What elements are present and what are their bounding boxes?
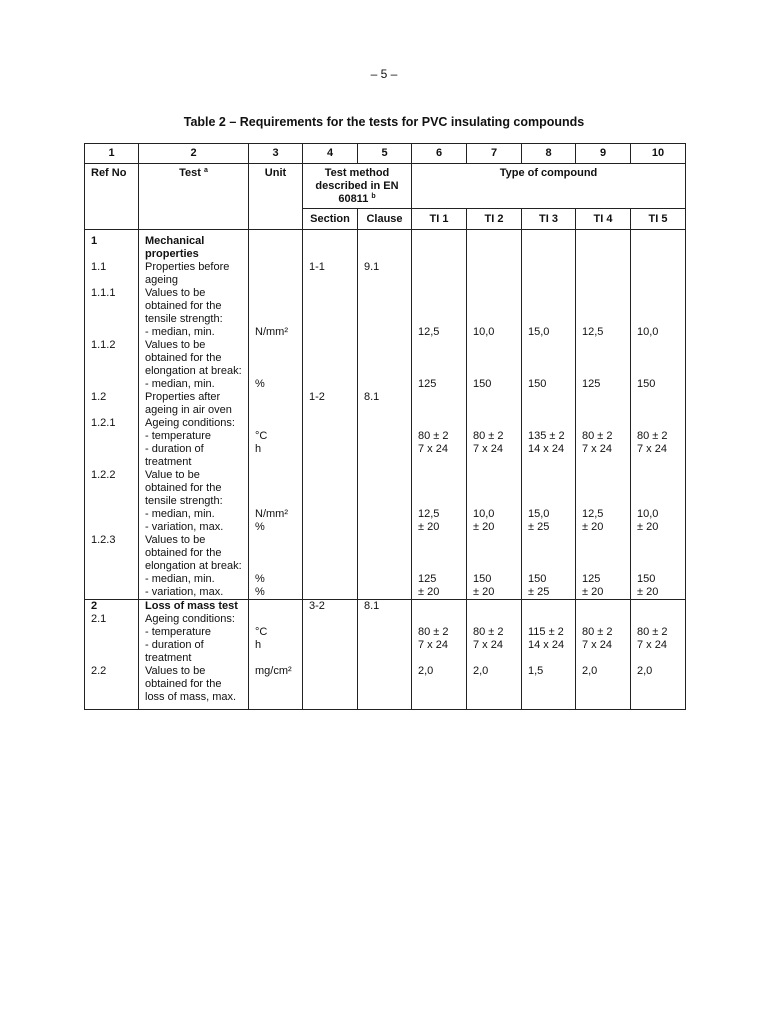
unit-cell: N/mm² bbox=[249, 326, 303, 339]
compound-value-cell: 14 x 24 bbox=[522, 639, 576, 665]
ref-cell bbox=[85, 586, 139, 600]
section-cell bbox=[303, 287, 358, 326]
table-title: Table 2 – Requirements for the tests for PVC insulating compounds bbox=[183, 115, 585, 129]
compound-value-cell: 150 bbox=[522, 378, 576, 391]
compound-value-cell: 10,0 bbox=[631, 326, 686, 339]
compound-value-cell bbox=[467, 469, 522, 508]
table-row bbox=[85, 665, 686, 710]
compound-value-cell bbox=[467, 339, 522, 378]
clause-cell bbox=[358, 508, 412, 521]
header-compound: TI 5 bbox=[631, 209, 686, 230]
column-number: 6 bbox=[412, 144, 467, 164]
test-cell: Ageing conditions: bbox=[139, 613, 249, 626]
compound-value-cell: 14 x 24 bbox=[522, 443, 576, 469]
compound-value-cell bbox=[522, 469, 576, 508]
test-cell: Values to be obtained for the tensile strength: bbox=[139, 287, 249, 326]
table-row bbox=[85, 391, 686, 417]
table-row bbox=[85, 261, 686, 287]
column-number: 5 bbox=[358, 144, 412, 164]
column-number: 10 bbox=[631, 144, 686, 164]
ref-cell bbox=[85, 639, 139, 665]
compound-value-cell: 125 bbox=[576, 573, 631, 586]
compound-value-cell: 80 ± 2 bbox=[467, 430, 522, 443]
compound-value-cell: 12,5 bbox=[576, 508, 631, 521]
compound-value-cell: 15,0 bbox=[522, 326, 576, 339]
clause-cell bbox=[358, 430, 412, 443]
compound-value-cell bbox=[467, 534, 522, 573]
column-number: 1 bbox=[85, 144, 139, 164]
section-cell bbox=[303, 326, 358, 339]
clause-cell bbox=[358, 639, 412, 665]
ref-cell: 1.1.1 bbox=[85, 287, 139, 326]
compound-value-cell: 12,5 bbox=[412, 508, 467, 521]
table-row bbox=[85, 521, 686, 534]
compound-value-cell: 7 x 24 bbox=[576, 443, 631, 469]
compound-value-cell bbox=[631, 417, 686, 430]
test-cell: Values to be obtained for the elongation at break: bbox=[139, 534, 249, 573]
table-row bbox=[85, 339, 686, 378]
table-row bbox=[85, 639, 686, 665]
column-number: 2 bbox=[139, 144, 249, 164]
compound-value-cell: 12,5 bbox=[576, 326, 631, 339]
unit-cell bbox=[249, 417, 303, 430]
table-row bbox=[85, 586, 686, 600]
unit-cell: h bbox=[249, 639, 303, 665]
test-cell: - median, min. bbox=[139, 573, 249, 586]
column-number: 8 bbox=[522, 144, 576, 164]
compound-value-cell bbox=[576, 613, 631, 626]
test-cell: - variation, max. bbox=[139, 586, 249, 600]
compound-value-cell bbox=[522, 600, 576, 614]
table-row bbox=[85, 230, 686, 262]
test-cell: Loss of mass test bbox=[139, 600, 249, 614]
column-number: 7 bbox=[467, 144, 522, 164]
compound-value-cell bbox=[412, 600, 467, 614]
compound-value-cell bbox=[522, 534, 576, 573]
compound-value-cell bbox=[467, 613, 522, 626]
compound-value-cell: 7 x 24 bbox=[631, 639, 686, 665]
section-cell bbox=[303, 378, 358, 391]
table-row bbox=[85, 534, 686, 573]
compound-value-cell: 12,5 bbox=[412, 326, 467, 339]
section-cell bbox=[303, 613, 358, 626]
unit-cell bbox=[249, 469, 303, 508]
column-number: 9 bbox=[576, 144, 631, 164]
section-cell: 3-2 bbox=[303, 600, 358, 614]
clause-cell bbox=[358, 586, 412, 600]
compound-value-cell: 1,5 bbox=[522, 665, 576, 710]
compound-value-cell: 7 x 24 bbox=[631, 443, 686, 469]
clause-cell bbox=[358, 665, 412, 710]
compound-value-cell bbox=[522, 391, 576, 417]
unit-cell: % bbox=[249, 521, 303, 534]
compound-value-cell: 125 bbox=[412, 378, 467, 391]
table-row bbox=[85, 600, 686, 614]
compound-value-cell: 2,0 bbox=[576, 665, 631, 710]
ref-cell: 2.2 bbox=[85, 665, 139, 710]
compound-value-cell bbox=[412, 534, 467, 573]
test-cell: Properties after ageing in air oven bbox=[139, 391, 249, 417]
compound-value-cell bbox=[522, 339, 576, 378]
header-compound: TI 1 bbox=[412, 209, 467, 230]
header-ref-no: Ref No bbox=[85, 164, 139, 230]
section-cell bbox=[303, 573, 358, 586]
unit-cell bbox=[249, 287, 303, 326]
table-row bbox=[85, 508, 686, 521]
section-cell bbox=[303, 417, 358, 430]
compound-value-cell: 2,0 bbox=[631, 665, 686, 710]
compound-value-cell bbox=[576, 417, 631, 430]
clause-cell bbox=[358, 378, 412, 391]
header-clause: Clause bbox=[358, 209, 412, 230]
clause-cell bbox=[358, 443, 412, 469]
test-cell: - variation, max. bbox=[139, 521, 249, 534]
section-cell: 1-1 bbox=[303, 261, 358, 287]
compound-value-cell bbox=[467, 600, 522, 614]
unit-cell bbox=[249, 600, 303, 614]
compound-value-cell bbox=[522, 230, 576, 262]
header-test-label: Test bbox=[179, 167, 201, 179]
compound-value-cell bbox=[576, 391, 631, 417]
compound-value-cell bbox=[631, 261, 686, 287]
compound-value-cell bbox=[412, 391, 467, 417]
test-cell: Ageing conditions: bbox=[139, 417, 249, 430]
ref-cell: 1.2.2 bbox=[85, 469, 139, 508]
compound-value-cell: 150 bbox=[631, 378, 686, 391]
compound-value-cell: 80 ± 2 bbox=[576, 626, 631, 639]
clause-cell: 8.1 bbox=[358, 391, 412, 417]
test-cell: Value to be obtained for the tensile strength: bbox=[139, 469, 249, 508]
compound-value-cell bbox=[522, 261, 576, 287]
table-row bbox=[85, 443, 686, 469]
compound-value-cell: 80 ± 2 bbox=[412, 430, 467, 443]
unit-cell: N/mm² bbox=[249, 508, 303, 521]
section-cell bbox=[303, 626, 358, 639]
compound-value-cell bbox=[576, 339, 631, 378]
compound-value-cell: 125 bbox=[576, 378, 631, 391]
compound-value-cell bbox=[412, 339, 467, 378]
compound-value-cell: ± 20 bbox=[412, 521, 467, 534]
compound-value-cell bbox=[467, 287, 522, 326]
table-row bbox=[85, 378, 686, 391]
section-cell bbox=[303, 508, 358, 521]
compound-value-cell: ± 20 bbox=[576, 586, 631, 600]
ref-cell: 2 bbox=[85, 600, 139, 614]
test-cell: - median, min. bbox=[139, 326, 249, 339]
ref-cell bbox=[85, 378, 139, 391]
unit-cell bbox=[249, 261, 303, 287]
unit-cell: % bbox=[249, 378, 303, 391]
compound-value-cell: 150 bbox=[522, 573, 576, 586]
compound-value-cell: 135 ± 2 bbox=[522, 430, 576, 443]
compound-value-cell bbox=[631, 600, 686, 614]
test-cell: Values to be obtained for the elongation at break: bbox=[139, 339, 249, 378]
test-cell: Properties before ageing bbox=[139, 261, 249, 287]
compound-value-cell: 125 bbox=[412, 573, 467, 586]
unit-cell: % bbox=[249, 586, 303, 600]
compound-value-cell: ± 20 bbox=[412, 586, 467, 600]
section-cell bbox=[303, 430, 358, 443]
ref-cell: 1 bbox=[85, 230, 139, 262]
unit-cell bbox=[249, 339, 303, 378]
ref-cell: 2.1 bbox=[85, 613, 139, 626]
compound-value-cell bbox=[631, 613, 686, 626]
unit-cell bbox=[249, 391, 303, 417]
compound-value-cell: 80 ± 2 bbox=[576, 430, 631, 443]
header-test-method bbox=[303, 164, 412, 209]
table-row bbox=[85, 469, 686, 508]
compound-value-cell bbox=[467, 391, 522, 417]
compound-value-cell: 10,0 bbox=[631, 508, 686, 521]
ref-cell: 1.1 bbox=[85, 261, 139, 287]
clause-cell bbox=[358, 339, 412, 378]
clause-cell bbox=[358, 417, 412, 430]
clause-cell bbox=[358, 326, 412, 339]
compound-value-cell bbox=[576, 600, 631, 614]
table-row bbox=[85, 613, 686, 626]
header-compound: TI 3 bbox=[522, 209, 576, 230]
test-cell: - temperature bbox=[139, 626, 249, 639]
compound-value-cell bbox=[631, 230, 686, 262]
page-number: – 5 – bbox=[370, 67, 398, 81]
compound-value-cell bbox=[412, 261, 467, 287]
clause-cell bbox=[358, 287, 412, 326]
ref-cell bbox=[85, 521, 139, 534]
section-cell bbox=[303, 665, 358, 710]
clause-cell bbox=[358, 573, 412, 586]
compound-value-cell bbox=[412, 230, 467, 262]
compound-value-cell bbox=[576, 261, 631, 287]
ref-cell bbox=[85, 430, 139, 443]
clause-cell bbox=[358, 626, 412, 639]
section-cell: 1-2 bbox=[303, 391, 358, 417]
compound-value-cell: 7 x 24 bbox=[576, 639, 631, 665]
unit-cell: °C bbox=[249, 626, 303, 639]
table-row bbox=[85, 417, 686, 430]
compound-value-cell: 7 x 24 bbox=[412, 639, 467, 665]
section-cell bbox=[303, 639, 358, 665]
header-row bbox=[85, 164, 686, 209]
compound-value-cell bbox=[522, 417, 576, 430]
compound-value-cell bbox=[631, 469, 686, 508]
compound-value-cell: ± 20 bbox=[467, 521, 522, 534]
test-cell: Mechanical properties bbox=[139, 230, 249, 262]
header-test bbox=[139, 164, 249, 230]
compound-value-cell: ± 20 bbox=[631, 586, 686, 600]
compound-value-cell bbox=[467, 261, 522, 287]
clause-cell: 9.1 bbox=[358, 261, 412, 287]
compound-value-cell: 2,0 bbox=[467, 665, 522, 710]
compound-value-cell bbox=[412, 613, 467, 626]
compound-value-cell: 10,0 bbox=[467, 326, 522, 339]
requirements-table bbox=[84, 143, 686, 710]
column-number-row bbox=[85, 144, 686, 164]
compound-value-cell: 150 bbox=[467, 573, 522, 586]
compound-value-cell: 150 bbox=[467, 378, 522, 391]
unit-cell: h bbox=[249, 443, 303, 469]
unit-cell: mg/cm² bbox=[249, 665, 303, 710]
table-row bbox=[85, 573, 686, 586]
table-row bbox=[85, 626, 686, 639]
compound-value-cell bbox=[631, 391, 686, 417]
header-unit: Unit bbox=[249, 164, 303, 230]
test-cell: Values to be obtained for the loss of mass, max. bbox=[139, 665, 249, 710]
table-row bbox=[85, 287, 686, 326]
compound-value-cell bbox=[576, 534, 631, 573]
compound-value-cell: 80 ± 2 bbox=[412, 626, 467, 639]
clause-cell bbox=[358, 521, 412, 534]
compound-value-cell bbox=[412, 469, 467, 508]
section-cell bbox=[303, 230, 358, 262]
compound-value-cell: 15,0 bbox=[522, 508, 576, 521]
section-cell bbox=[303, 339, 358, 378]
table-row bbox=[85, 430, 686, 443]
unit-cell bbox=[249, 534, 303, 573]
test-cell: - median, min. bbox=[139, 378, 249, 391]
header-compound: TI 4 bbox=[576, 209, 631, 230]
compound-value-cell: ± 20 bbox=[576, 521, 631, 534]
ref-cell bbox=[85, 508, 139, 521]
compound-value-cell: ± 20 bbox=[631, 521, 686, 534]
compound-value-cell: 2,0 bbox=[412, 665, 467, 710]
compound-value-cell bbox=[522, 287, 576, 326]
test-cell: - duration of treatment bbox=[139, 443, 249, 469]
column-number: 3 bbox=[249, 144, 303, 164]
compound-value-cell: ± 25 bbox=[522, 586, 576, 600]
unit-cell: °C bbox=[249, 430, 303, 443]
test-cell: - temperature bbox=[139, 430, 249, 443]
test-cell: - duration of treatment bbox=[139, 639, 249, 665]
compound-value-cell: 10,0 bbox=[467, 508, 522, 521]
section-cell bbox=[303, 443, 358, 469]
compound-value-cell bbox=[522, 613, 576, 626]
compound-value-cell bbox=[631, 339, 686, 378]
compound-value-cell: 80 ± 2 bbox=[631, 430, 686, 443]
compound-value-cell bbox=[467, 417, 522, 430]
header-test-method-label: Test method described in EN 60811 bbox=[315, 167, 399, 205]
header-section: Section bbox=[303, 209, 358, 230]
clause-cell bbox=[358, 469, 412, 508]
table-body bbox=[85, 230, 686, 710]
ref-cell: 1.2.1 bbox=[85, 417, 139, 430]
section-cell bbox=[303, 469, 358, 508]
compound-value-cell: 7 x 24 bbox=[412, 443, 467, 469]
column-number: 4 bbox=[303, 144, 358, 164]
clause-cell bbox=[358, 534, 412, 573]
compound-value-cell: 80 ± 2 bbox=[467, 626, 522, 639]
compound-value-cell bbox=[631, 534, 686, 573]
compound-value-cell: 80 ± 2 bbox=[631, 626, 686, 639]
compound-value-cell bbox=[412, 417, 467, 430]
header-compound: TI 2 bbox=[467, 209, 522, 230]
ref-cell: 1.2 bbox=[85, 391, 139, 417]
compound-value-cell: 115 ± 2 bbox=[522, 626, 576, 639]
clause-cell bbox=[358, 230, 412, 262]
compound-value-cell bbox=[412, 287, 467, 326]
ref-cell bbox=[85, 626, 139, 639]
unit-cell bbox=[249, 613, 303, 626]
section-cell bbox=[303, 521, 358, 534]
compound-value-cell: ± 25 bbox=[522, 521, 576, 534]
compound-value-cell: 7 x 24 bbox=[467, 639, 522, 665]
compound-value-cell: 7 x 24 bbox=[467, 443, 522, 469]
compound-value-cell bbox=[576, 287, 631, 326]
compound-value-cell bbox=[467, 230, 522, 262]
footnote-a: a bbox=[203, 167, 208, 174]
ref-cell bbox=[85, 443, 139, 469]
clause-cell: 8.1 bbox=[358, 600, 412, 614]
compound-value-cell bbox=[631, 287, 686, 326]
ref-cell: 1.1.2 bbox=[85, 339, 139, 378]
clause-cell bbox=[358, 613, 412, 626]
section-cell bbox=[303, 586, 358, 600]
footnote-b: b bbox=[371, 193, 376, 200]
compound-value-cell: 150 bbox=[631, 573, 686, 586]
header-type-of-compound: Type of compound bbox=[412, 164, 686, 209]
ref-cell: 1.2.3 bbox=[85, 534, 139, 573]
test-cell: - median, min. bbox=[139, 508, 249, 521]
unit-cell: % bbox=[249, 573, 303, 586]
compound-value-cell bbox=[576, 230, 631, 262]
ref-cell bbox=[85, 326, 139, 339]
section-cell bbox=[303, 534, 358, 573]
compound-value-cell: ± 20 bbox=[467, 586, 522, 600]
table-row bbox=[85, 326, 686, 339]
unit-cell bbox=[249, 230, 303, 262]
ref-cell bbox=[85, 573, 139, 586]
compound-value-cell bbox=[576, 469, 631, 508]
